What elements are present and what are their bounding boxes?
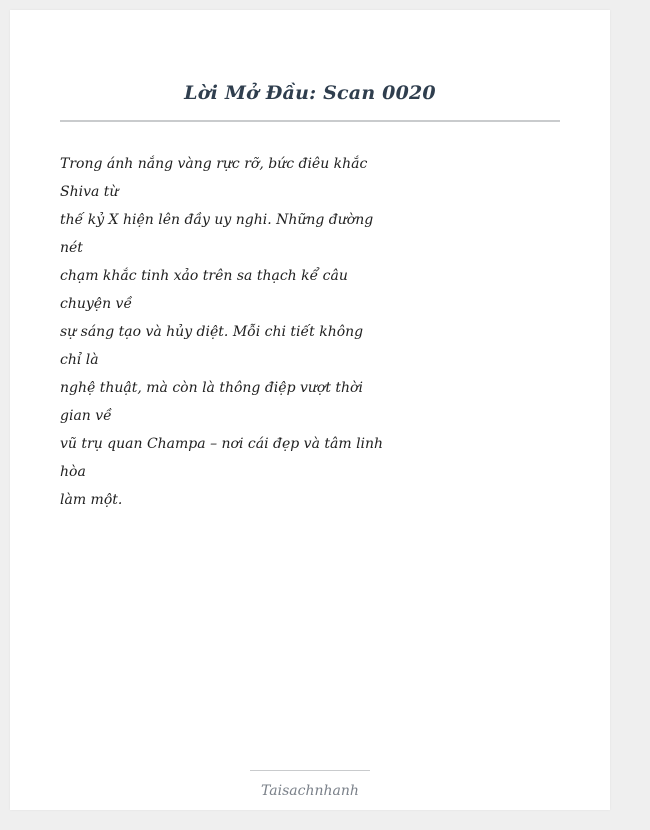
body-line: vũ trụ quan Champa – nơi cái đẹp và tâm linh <box>60 436 384 452</box>
body-line: làm một. <box>60 492 123 508</box>
body-line: hòa <box>60 464 86 480</box>
body-line: sự sáng tạo và hủy diệt. Mỗi chi tiết không <box>60 324 364 340</box>
footer-divider <box>250 770 370 771</box>
body-paragraph <box>60 150 384 514</box>
body-line: chạm khắc tinh xảo trên sa thạch kể câu <box>60 268 348 284</box>
document-page <box>10 10 610 810</box>
title-divider <box>60 120 560 122</box>
body-line: Trong ánh nắng vàng rực rỡ, bức điêu khắc <box>60 156 368 172</box>
body-line: nghệ thuật, mà còn là thông điệp vượt thời <box>60 380 363 396</box>
body-line: chuyện về <box>60 296 133 312</box>
body-line: gian về <box>60 408 112 424</box>
page-title: Lời Mở Đầu: Scan 0020 <box>184 82 436 104</box>
footer-brand: Taisachnhanh <box>261 783 359 799</box>
body-line: chỉ là <box>60 352 99 368</box>
body-line: thế kỷ X hiện lên đầy uy nghi. Những đường <box>60 212 374 228</box>
body-line: nét <box>60 240 83 256</box>
body-line: Shiva từ <box>60 184 119 200</box>
